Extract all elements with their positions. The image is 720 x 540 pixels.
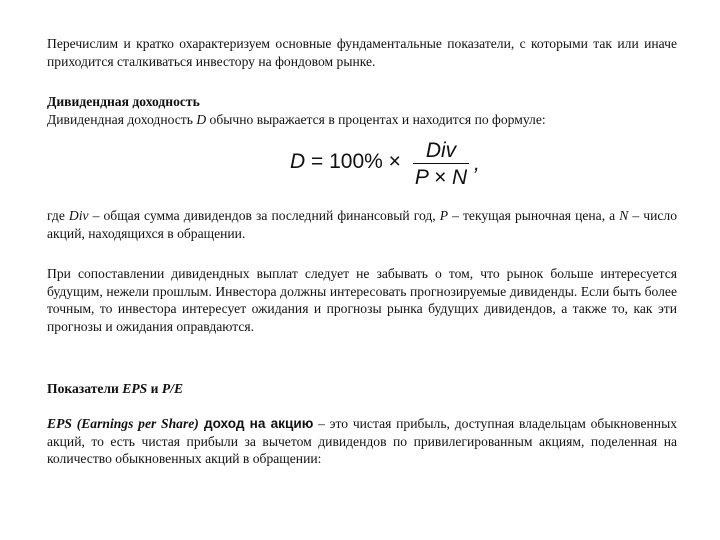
dividend-text-after: обычно выражается в процентах и находится по формуле: <box>206 111 546 127</box>
formula-fraction <box>413 138 469 190</box>
where-prefix: где <box>47 208 69 223</box>
eps-heading-eps: EPS <box>122 381 148 396</box>
formula-denominator: P × N <box>414 166 468 189</box>
eps-heading-pe: P/E <box>161 381 184 396</box>
where-paragraph <box>47 207 677 242</box>
eps-heading-and: и <box>147 381 162 396</box>
eps-heading <box>47 380 677 398</box>
eps-definition: – это чистая прибыль, доступная владельцам обыкновенных акций, то есть чистая прибыли за вычетом дивидендов по привилегированным акциям, поделенная на количество обыкновенных акций в обращении: <box>47 416 677 466</box>
dividend-section <box>47 93 677 128</box>
comparison-paragraph <box>47 265 677 335</box>
formula-lhs <box>290 150 401 173</box>
intro-paragraph <box>47 35 677 70</box>
dividend-var-d: D <box>196 111 207 127</box>
where-div-desc: – общая сумма дивидендов за последний финансовый год, <box>88 208 440 223</box>
eps-gloss: доход на акцию <box>198 416 314 431</box>
where-n-desc: – число акций, находящихся в обращении. <box>47 208 677 241</box>
eps-heading-prefix: Показатели <box>47 381 123 396</box>
dividend-yield-formula <box>290 138 510 190</box>
formula-trailing: , <box>474 152 480 175</box>
where-p-desc: – текущая рыночная цена, а <box>448 208 620 223</box>
where-var-p: P <box>439 208 449 223</box>
formula-numerator: Div <box>425 139 457 162</box>
comparison-text: При сопоставлении дивидендных выплат следует не забывать о том, что рынок больше интересуется будущим, нежели прошлым. Инвестора должны интересовать прогнозируемые дивиденды. Если быть более точным, то инвестора интересует ожидания и прогнозы рынка будущих дивидендов, а также то, как эти прогнозы и ожидания оправдаются. <box>47 266 677 334</box>
where-var-div: Div <box>68 208 89 223</box>
dividend-heading: Дивидендная доходность <box>47 94 200 109</box>
where-var-n: N <box>619 208 629 223</box>
eps-paragraph <box>47 415 677 468</box>
eps-term: EPS (Earnings per Share) <box>47 416 199 431</box>
dividend-text-before: Дивидендная доходность <box>47 111 197 127</box>
formula-lhs-var: D <box>290 150 306 173</box>
formula-lhs-rest: = 100% × <box>305 150 401 173</box>
intro-text: Перечислим и кратко охарактеризуем основные фундаментальные показатели, с которыми так или иначе приходится сталкиваться инвестору на фондовом рынке. <box>47 36 677 69</box>
